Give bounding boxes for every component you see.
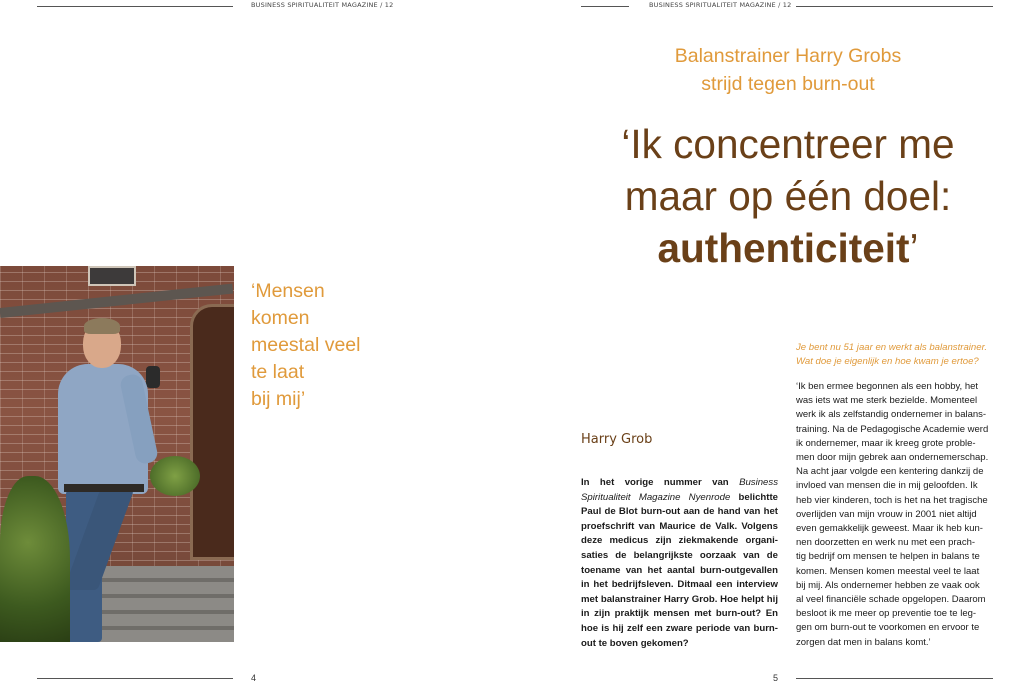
headline-line: ‘Ik concentreer me bbox=[621, 121, 955, 167]
interview-answer bbox=[796, 380, 992, 650]
page-number-right: 5 bbox=[773, 673, 779, 683]
stone-steps bbox=[96, 566, 234, 642]
ivy-plant bbox=[0, 476, 70, 642]
answer-line: training. Na de Pedagogische Academie werd bbox=[796, 423, 989, 435]
pull-quote-line: ‘Mensen bbox=[251, 280, 325, 302]
top-rule-right bbox=[796, 6, 993, 7]
magazine-name: Business Spiritualiteit Magazine Nyenrode bbox=[581, 477, 778, 503]
question-line: Je bent nu 51 jaar en werkt als balanstrainer. bbox=[796, 342, 988, 353]
bottom-rule-left bbox=[37, 678, 233, 679]
headline-emphasis: authenticiteit bbox=[657, 225, 910, 271]
answer-line: ‘Ik ben ermee begonnen als een hobby, het bbox=[796, 381, 979, 392]
top-rule-left bbox=[37, 6, 233, 7]
plant-right bbox=[150, 456, 200, 496]
intro-body: belichtte Paul de Blot burn-out aan de hand van het proefschrift van Maurice de Valk. Volgens deze medicus zijn ziekmakende organisaties de belangrijkste oorzaak van de toename van het aantal burn-outgevallen in het bedrijfsleven. Ditmaal een interview met balanstrainer Harry Grob. Hoe helpt hij in zijn praktijk mensen met burn-out? En hoe is hij zelf een zware periode van burnout te boven gekomen? bbox=[581, 491, 778, 649]
wall-lamp bbox=[146, 366, 160, 388]
portrait-photo bbox=[0, 266, 234, 642]
answer-line: tig bedrijf om mensen te helpen in balans te bbox=[796, 551, 980, 563]
person-belt bbox=[64, 484, 144, 492]
answer-line: heb vier kinderen, toch is het na het tragische bbox=[796, 494, 988, 506]
answer-line: men door mijn gebrek aan ondernemerschap. bbox=[796, 452, 989, 464]
arched-door bbox=[190, 304, 234, 560]
answer-line: bij mij. Als ondernemer hebben ze vaak ook bbox=[796, 579, 980, 591]
window bbox=[88, 266, 136, 286]
question-line: Wat doe je eigenlijk en hoe kwam je ertoe? bbox=[796, 355, 979, 367]
author-name: Harry Grob bbox=[581, 432, 653, 447]
answer-line: werk ik als zelfstandig ondernemer in balans- bbox=[796, 409, 987, 421]
article-headline bbox=[590, 118, 986, 274]
answer-line: komen. Mensen komen meestal veel te laat bbox=[796, 565, 980, 577]
kicker-line: strijd tegen burn-out bbox=[701, 73, 875, 95]
headline-closing-quote: ’ bbox=[909, 225, 919, 271]
running-header-right: BUSINESS SPIRITUALITEIT MAGAZINE / 12 bbox=[649, 1, 792, 9]
pull-quote-line: bij mij’ bbox=[251, 388, 306, 410]
answer-line: was iets wat me sterk bezielde. Momenteel bbox=[796, 395, 978, 407]
person-hair bbox=[84, 318, 120, 334]
intro-lead: In het vorige nummer van bbox=[581, 477, 740, 488]
bottom-rule-right bbox=[796, 678, 993, 679]
answer-line: besloot ik me meer op preventie toe te leg- bbox=[796, 608, 977, 620]
answer-line: nen doorzetten en werk nu met een prach- bbox=[796, 537, 976, 549]
pull-quote-line: te laat bbox=[251, 361, 305, 383]
answer-line: ik ondernemer, maar ik kreeg grote proble- bbox=[796, 437, 976, 449]
kicker-line: Balanstrainer Harry Grobs bbox=[674, 45, 902, 67]
pull-quote bbox=[251, 278, 391, 413]
answer-line: zorgen dat men in balans komt.’ bbox=[796, 636, 931, 648]
pull-quote-line: meestal veel bbox=[251, 334, 361, 356]
article-kicker bbox=[640, 42, 936, 98]
answer-line: gen om burn-out te voorkomen en ervoor te bbox=[796, 622, 980, 634]
answer-line: invloed van mensen die in mij geloofden. Ik bbox=[796, 480, 978, 492]
top-rule-left-2 bbox=[581, 6, 629, 7]
running-header-left: BUSINESS SPIRITUALITEIT MAGAZINE / 12 bbox=[251, 1, 394, 9]
answer-line: al veel financiële schade opgelopen. Daarom bbox=[796, 594, 986, 606]
answer-line: overlijden van mijn vrouw in 2001 niet altijd bbox=[796, 508, 977, 520]
pull-quote-line: komen bbox=[251, 307, 310, 329]
answer-line: Na acht jaar volgde een kentering dankzij de bbox=[796, 466, 984, 478]
headline-line: maar op één doel: bbox=[624, 173, 952, 219]
intro-paragraph bbox=[581, 476, 778, 651]
page-number-left: 4 bbox=[251, 673, 257, 683]
interview-question bbox=[796, 341, 996, 369]
answer-line: even gemakkelijk geweest. Maar ik heb kun- bbox=[796, 523, 983, 535]
